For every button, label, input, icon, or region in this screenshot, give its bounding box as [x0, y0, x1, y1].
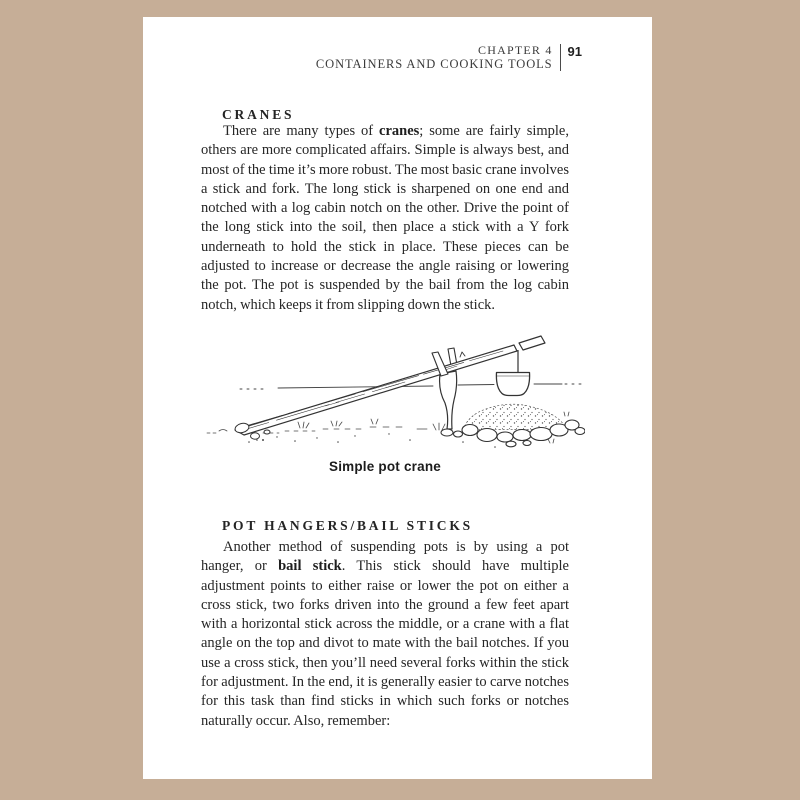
- section-heading-pot-hangers: POT HANGERS/BAIL STICKS: [222, 518, 473, 533]
- running-head-chapter: CHAPTER 4: [478, 43, 553, 57]
- horizon-line: [240, 384, 583, 389]
- pot-crane-illustration: [205, 330, 585, 450]
- running-head-text: [316, 44, 553, 71]
- figure-pot-crane: [205, 330, 585, 450]
- paragraph-cranes: There are many types of cranes; some are fairly simple, others are more complicated affairs. Simple is always best, and most of the time it’s more robust. The most basic crane involves a stick and fork. The long stick is sharpened on one end and notched with a log cabin notch on the other. Drive the point of the long stick into the soil, then place a stick with a Y fork underneath to hold the stick in place. These pieces can be adjusted to increase or decrease the angle raising or lowering the pot. The pot is suspended by the bail from the log cabin notch, which keeps it from slipping down the stick.: [201, 123, 569, 313]
- fire-mound: [454, 404, 586, 447]
- section-heading-cranes: CRANES: [222, 107, 295, 122]
- hanging-pot: [496, 373, 529, 396]
- book-page: [143, 17, 652, 779]
- running-head-title: CONTAINERS AND COOKING TOOLS: [315, 57, 553, 71]
- paragraph-pot-hangers: Another method of suspending pots is by using a pot hanger, or bail stick. This stick should have multiple adjustment points to either raise or lower the pot on either a cross stick, two forks driven into the ground a few feet apart with a horizontal stick across the middle, or a crane with a flat angle on the top and divot to mate with the bail notches. If you use a cross stick, then you’ll need several forks within the stick for adjustment. In the end, it is generally easier to carve notches for this task than find sticks in which such forks or notches naturally occur. Also, remember:: [201, 539, 569, 729]
- running-head: [316, 44, 582, 71]
- running-head-divider: [560, 44, 561, 71]
- figure-caption: Simple pot crane: [329, 459, 441, 474]
- page-number: 91: [567, 44, 582, 59]
